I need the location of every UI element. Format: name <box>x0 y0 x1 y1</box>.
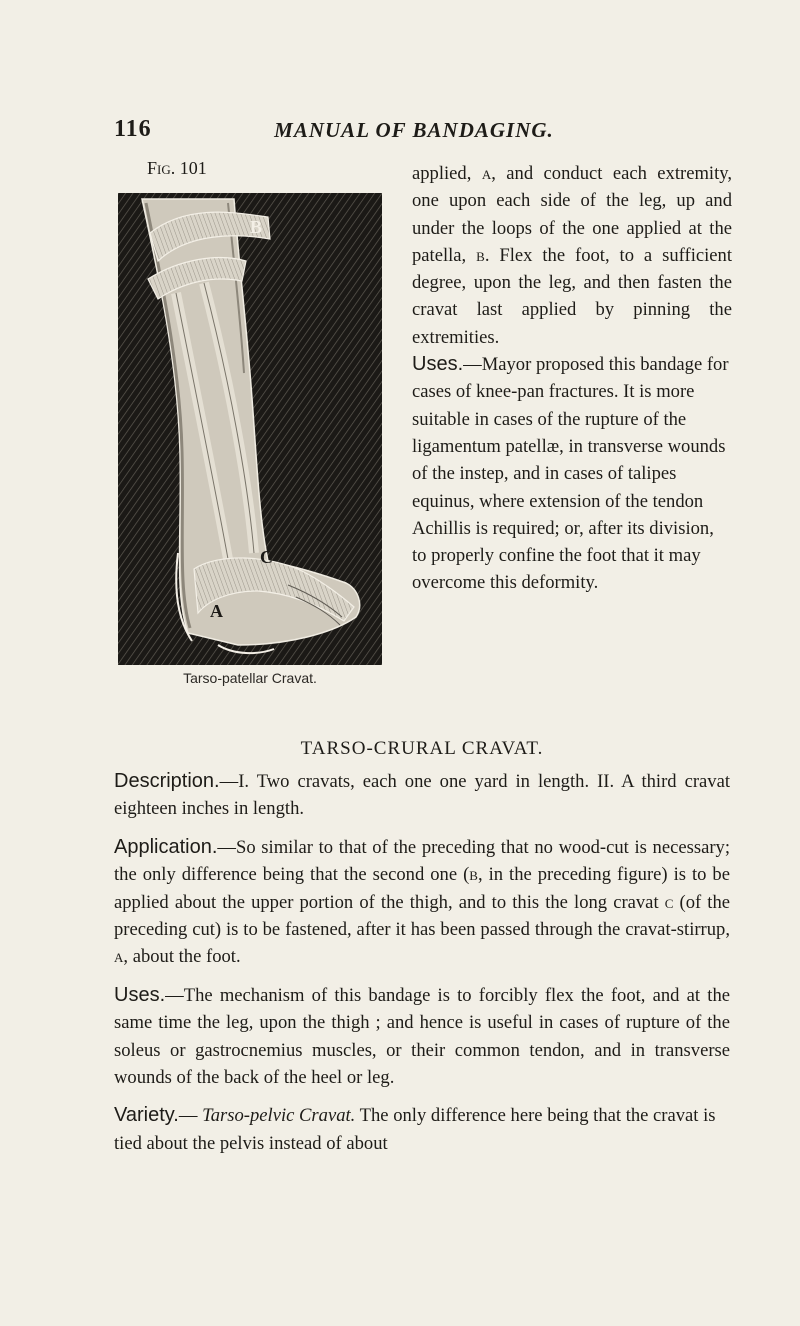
application-paragraph: Application.—So similar to that of the preceding that no wood-cut is necessary; the only difference being that the second one (b, in the preceding figure) is to be applied about the upper portion of the thigh, and to this the long cravat c (of the preceding cut) is to be fastened, after it has been passed through the cravat-stirrup, a, about the foot. <box>114 835 730 968</box>
section-body <box>114 768 730 1157</box>
page-header <box>114 116 714 150</box>
figure-letter-c: C <box>260 547 273 567</box>
leg-bandage-engraving <box>118 193 382 665</box>
figure-label: Fig. 101 <box>147 158 207 178</box>
figure-letter-a: A <box>210 601 223 621</box>
section-title: TARSO-CRURAL CRAVAT. <box>300 738 544 759</box>
variety-paragraph: Variety.— Tarso-pelvic Cravat. The only difference here being that the cravat is tied about the pelvis instead of about <box>114 1104 716 1154</box>
continuation-paragraph: applied, a, and conduct each extremity, one upon each side of the leg, up and under the loops of the one applied at the patella, b. Flex the foot, to a sufficient degree, upon the leg, and then fasten the cravat last applied by pinning the extremities. <box>412 163 732 348</box>
page-number: 116 <box>114 116 152 142</box>
side-column-text <box>412 160 732 597</box>
variety-heading: Variety. <box>114 1104 179 1127</box>
variety-name: Tarso-pelvic Cravat. <box>202 1105 356 1127</box>
figure-letter-b: B <box>250 217 263 237</box>
description-heading: Description. <box>114 770 220 792</box>
ref-letter-c: c <box>664 891 674 913</box>
running-title: MANUAL OF BANDAGING. <box>274 118 554 142</box>
uses-heading: Uses. <box>412 353 464 376</box>
ref-letter-b: b <box>469 864 478 886</box>
uses-paragraph: Uses.—The mechanism of this bandage is to forcibly flex the foot, and at the same time the leg, upon the thigh ; and hence is useful in cases of rupture of the soleus or gastrocnemius muscles, or their common tendon, and in transverse wounds of the back of the heel or leg. <box>114 983 730 1089</box>
figure-caption: Tarso-patellar Cravat. <box>183 670 317 686</box>
uses-heading: Uses. <box>114 983 166 1006</box>
application-heading: Application. <box>114 835 218 858</box>
uses-paragraph: Uses.—Mayor proposed this bandage for cases of knee-pan fractures. It is more suitable in cases of the rupture of the ligamentum patellæ, in transverse wounds of the instep, and in cases of talipes equinus, where extension of the tendon Achillis is required; or, after its division, to properly confine the foot that it may overcome this deformity. <box>412 353 729 594</box>
ref-letter-a: a <box>114 946 124 968</box>
description-paragraph: Description.—I. Two cravats, each one one yard in length. II. A third cravat eighteen inches in length. <box>114 770 730 820</box>
ref-letter-a: a <box>481 163 492 184</box>
figure-illustration <box>118 193 382 665</box>
ref-letter-b: b <box>476 244 485 266</box>
